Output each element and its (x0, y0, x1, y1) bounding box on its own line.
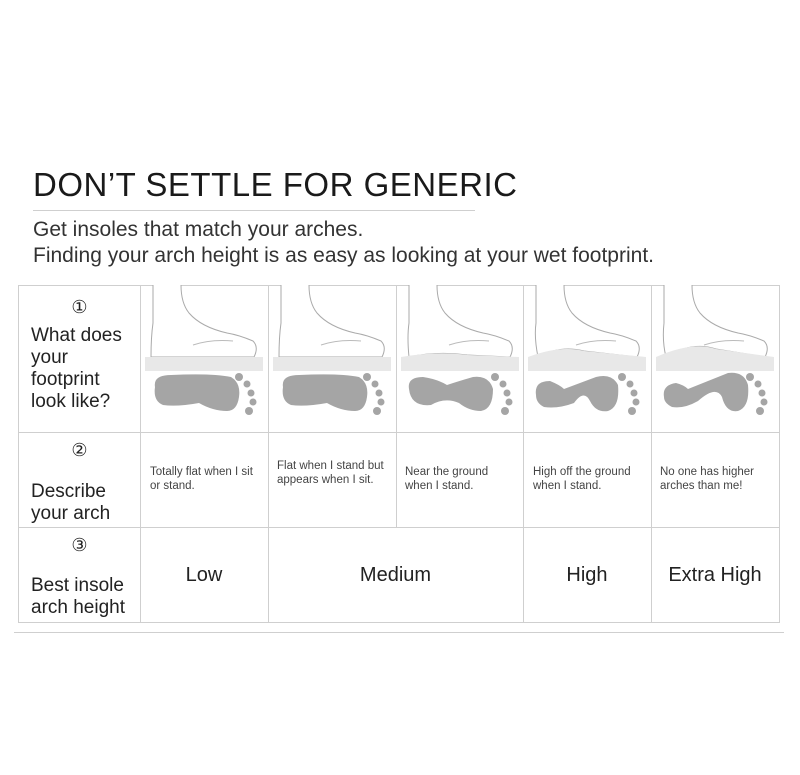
high-footprint-icon (524, 285, 650, 430)
arch-height-extra-high: Extra High (668, 564, 762, 586)
flat-footprint-icon (141, 285, 267, 430)
row-label-describe: Describe your arch (31, 481, 111, 524)
grid-line (18, 622, 780, 623)
flat-footprint-icon (269, 285, 395, 430)
title-divider (33, 210, 475, 211)
row-number: ③ (71, 535, 88, 556)
arch-description: No one has higher arches than me! (660, 466, 754, 492)
row-number: ① (71, 297, 88, 318)
arch-height-low: Low (185, 564, 223, 586)
grid-line (779, 285, 780, 623)
arch-height-medium: Medium (359, 564, 432, 586)
grid-line (18, 432, 780, 433)
bottom-divider (14, 632, 784, 633)
row-label-footprint: What does your footprint look like? (31, 325, 122, 412)
arch-description: High off the ground when I stand. (533, 466, 631, 492)
extra-high-footprint-icon (652, 285, 778, 430)
arch-comparison-table (18, 285, 780, 623)
arch-description: Flat when I stand but appears when I sit. (277, 460, 384, 486)
page-title: DON’T SETTLE FOR GENERIC (33, 166, 518, 203)
arch-description: Totally flat when I sit or stand. (150, 466, 253, 492)
arch-description: Near the ground when I stand. (405, 466, 489, 492)
arch-height-high: High (566, 564, 608, 586)
row-number: ② (71, 440, 88, 461)
grid-line (18, 527, 780, 528)
subtitle-line-2: Finding your arch height is as easy as looking at your wet footprint. (33, 244, 654, 267)
row-label-best-insole: Best insole arch height (31, 575, 126, 618)
medium-footprint-icon (397, 285, 523, 430)
subtitle-line-1: Get insoles that match your arches. (33, 218, 364, 241)
